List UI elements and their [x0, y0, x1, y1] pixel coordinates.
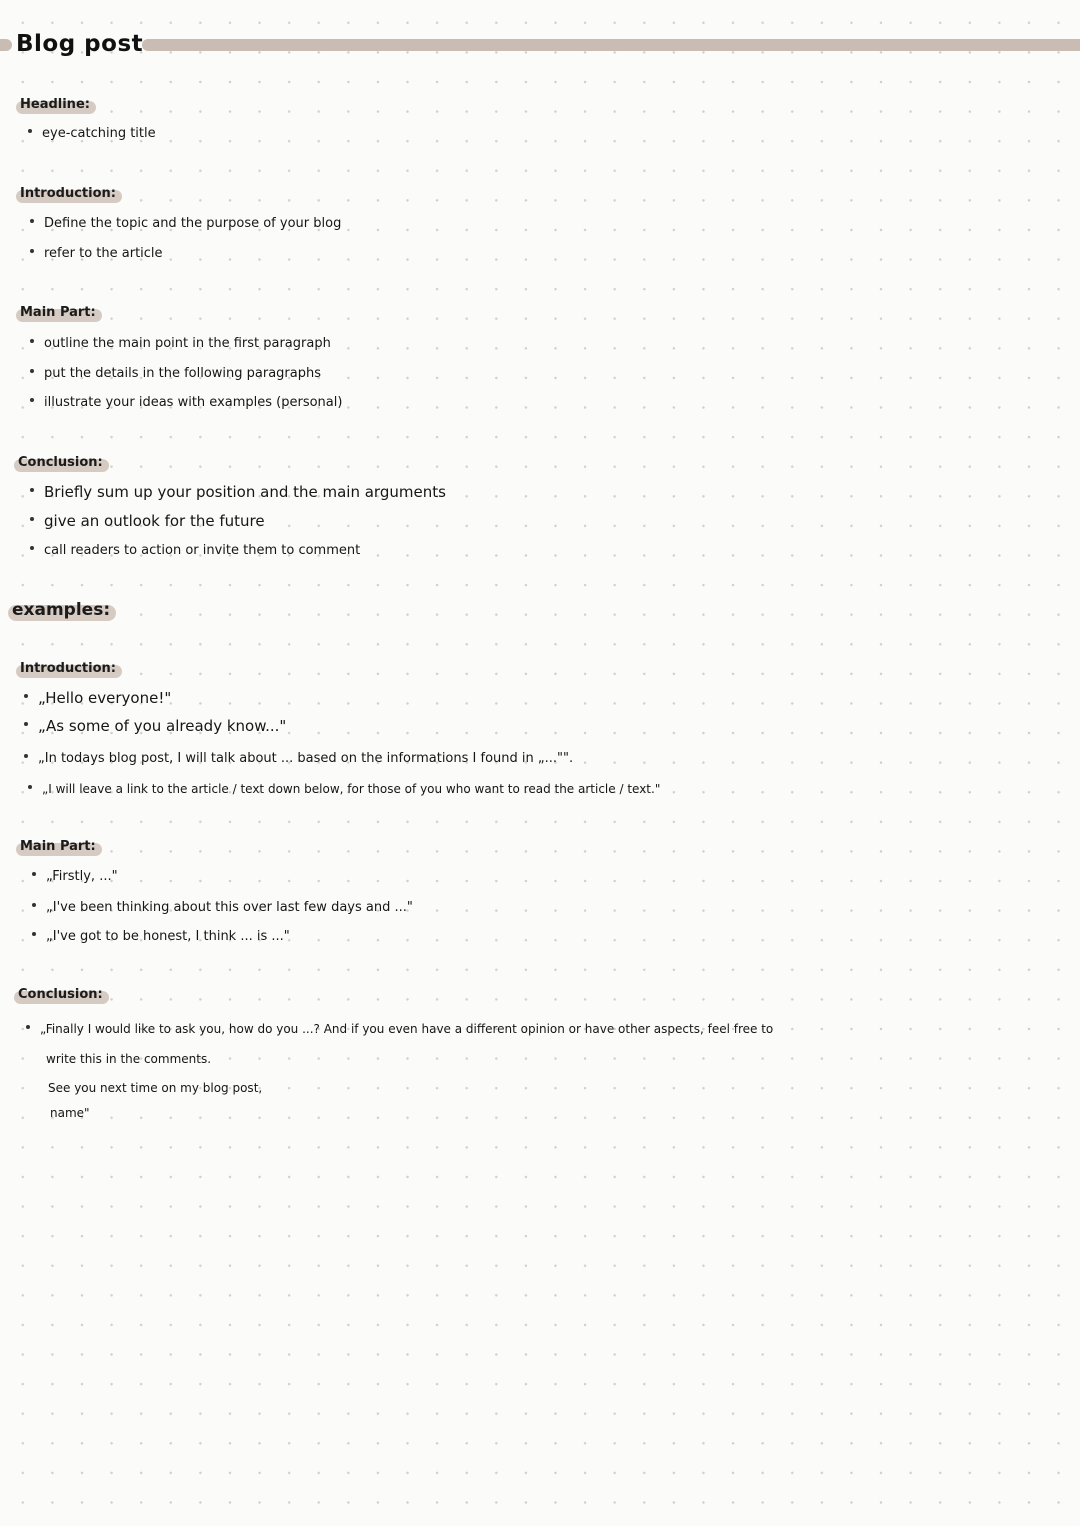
- bullet-icon: [30, 488, 34, 492]
- heading-examples: examples:: [8, 599, 116, 621]
- bullet-icon: [30, 339, 34, 343]
- bullet-icon: [30, 219, 34, 223]
- list-item: [30, 365, 321, 383]
- list-item: [30, 512, 265, 530]
- heading-examples-conclusion: Conclusion:: [14, 986, 109, 1004]
- page-title: Blog post: [16, 31, 144, 57]
- heading-headline: Headline:: [16, 96, 96, 114]
- list-item: [24, 717, 286, 735]
- list-item: [24, 689, 171, 707]
- list-item-text: „As some of you already know...": [38, 717, 287, 735]
- bullet-icon: [30, 398, 34, 402]
- bullet-icon: [24, 754, 28, 758]
- list-item-text: „Finally I would like to ask you, how do you ...? And if you even have a different opinion or have other aspects, feel free to: [40, 1022, 774, 1036]
- heading-conclusion: Conclusion:: [14, 454, 109, 472]
- title-bar-stub: [0, 39, 12, 51]
- bullet-icon: [30, 369, 34, 373]
- bullet-icon: [32, 932, 36, 936]
- list-item: [24, 750, 573, 768]
- list-item-text: illustrate your ideas with examples (personal): [44, 395, 343, 410]
- list-item: [30, 394, 342, 412]
- list-item-text: call readers to action or invite them to comment: [44, 543, 361, 558]
- list-item: [30, 215, 341, 233]
- list-item-text: „I will leave a link to the article / text down below, for those of you who want to read the article / text.": [42, 782, 661, 796]
- continuation-line: write this in the comments.: [46, 1052, 212, 1066]
- list-item-text: refer to the article: [44, 246, 163, 261]
- list-item: [26, 1020, 773, 1038]
- list-item: [30, 483, 446, 501]
- bullet-icon: [32, 903, 36, 907]
- list-item-text: give an outlook for the future: [44, 512, 265, 530]
- list-item-text: „I've got to be honest, I think ... is ...": [46, 929, 290, 944]
- bullet-icon: [30, 249, 34, 253]
- list-item-text: put the details in the following paragraphs: [44, 366, 322, 381]
- list-item-text: eye-catching title: [42, 126, 156, 141]
- list-item: [30, 245, 163, 263]
- heading-main-part: Main Part:: [16, 304, 102, 322]
- bullet-icon: [28, 129, 32, 133]
- bullet-icon: [24, 722, 28, 726]
- list-item-text: „Hello everyone!": [38, 689, 172, 707]
- bullet-icon: [32, 872, 36, 876]
- list-item: [28, 125, 156, 143]
- title-bar-line: [142, 39, 1080, 51]
- bullet-icon: [30, 546, 34, 550]
- bullet-icon: [24, 694, 28, 698]
- bullet-icon: [30, 517, 34, 521]
- bullet-icon: [26, 1025, 30, 1029]
- list-item-text: outline the main point in the first paragraph: [44, 336, 331, 351]
- list-item-text: „I've been thinking about this over last few days and ...": [46, 900, 413, 915]
- list-item: [32, 899, 413, 917]
- list-item-text: Briefly sum up your position and the main arguments: [44, 483, 446, 501]
- list-item-text: „Firstly, ...": [46, 869, 118, 884]
- list-item: [32, 868, 118, 886]
- heading-examples-introduction: Introduction:: [16, 660, 122, 678]
- heading-introduction: Introduction:: [16, 185, 122, 203]
- continuation-line: name": [50, 1106, 90, 1120]
- heading-examples-main-part: Main Part:: [16, 838, 102, 856]
- list-item: [30, 542, 360, 560]
- list-item: [28, 780, 660, 798]
- list-item-text: „In todays blog post, I will talk about ... based on the informations I found in „..."".: [38, 751, 574, 766]
- bullet-icon: [28, 785, 32, 789]
- continuation-line: See you next time on my blog post,: [48, 1081, 263, 1095]
- list-item-text: Define the topic and the purpose of your blog: [44, 216, 342, 231]
- list-item: [30, 335, 331, 353]
- list-item: [32, 928, 290, 946]
- title-bar: [0, 39, 1080, 51]
